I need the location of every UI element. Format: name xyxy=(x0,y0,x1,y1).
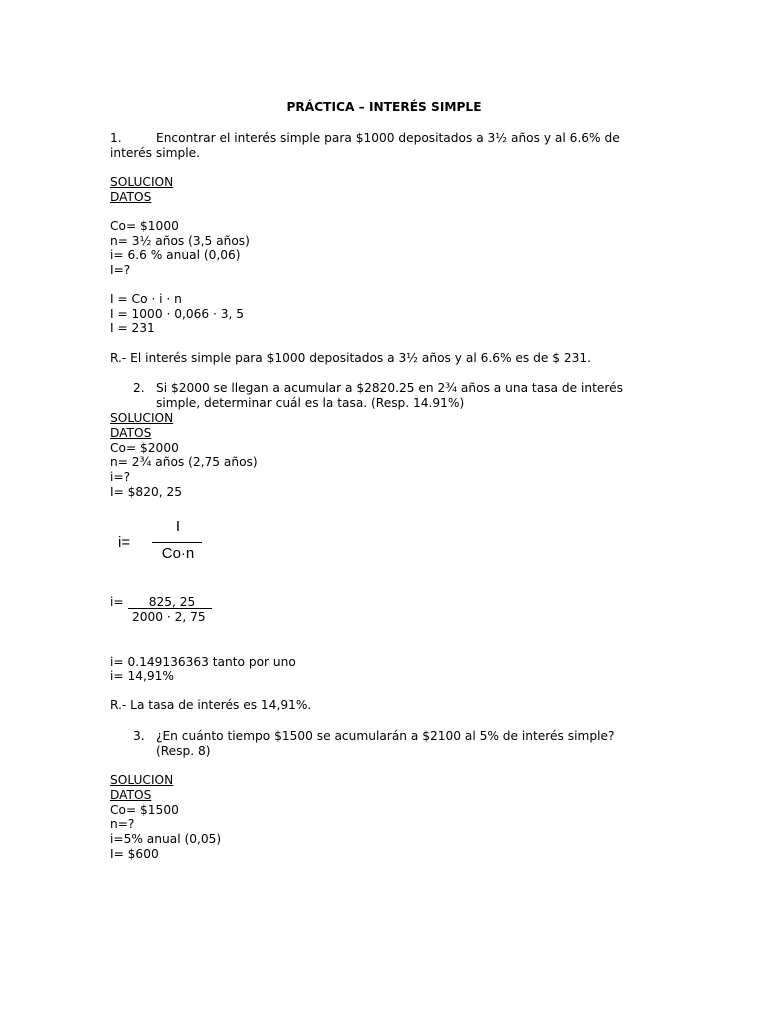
data-line: Co= $1500 xyxy=(110,803,179,817)
formula-numerator: I xyxy=(175,518,181,535)
data-line: I= $600 xyxy=(110,847,159,861)
data-line: n= 2¾ años (2,75 años) xyxy=(110,455,258,469)
data-line: i=? xyxy=(110,470,131,484)
calc-step: I = 231 xyxy=(110,321,155,335)
solution-heading: SOLUCION xyxy=(110,411,174,425)
data-line: n=? xyxy=(110,817,135,831)
data-line: i=5% anual (0,05) xyxy=(110,832,222,846)
data-heading: DATOS xyxy=(110,426,152,440)
fraction-bar xyxy=(128,608,212,609)
problem-2-number: 2. xyxy=(133,381,145,395)
formula-denominator: Co·n xyxy=(161,545,195,562)
solution-heading: SOLUCION xyxy=(110,773,174,787)
data-line: i= 6.6 % anual (0,06) xyxy=(110,248,241,262)
problem-2-statement-line1: Si $2000 se llegan a acumular a $2820.25 en 2¾ años a una tasa de interés xyxy=(156,381,623,395)
fraction-bar xyxy=(152,542,202,543)
data-line: Co= $2000 xyxy=(110,441,179,455)
data-heading: DATOS xyxy=(110,788,152,802)
calc-step: I = 1000 · 0,066 · 3, 5 xyxy=(110,307,244,321)
data-line: I= $820, 25 xyxy=(110,485,182,499)
result-line: i= 0.149136363 tanto por uno xyxy=(110,655,296,669)
problem-3-statement-line1: ¿En cuánto tiempo $1500 se acumularán a $2100 al 5% de interés simple? xyxy=(156,729,615,743)
page-title: PRÁCTICA – INTERÉS SIMPLE xyxy=(286,100,482,114)
problem-1-statement-line2: interés simple. xyxy=(110,146,200,160)
result-line: i= 14,91% xyxy=(110,669,174,683)
problem-1-number: 1. xyxy=(110,131,122,145)
problem-2-statement-line2: simple, determinar cuál es la tasa. (Resp. 14.91%) xyxy=(156,396,465,410)
calc-numerator: 825, 25 xyxy=(148,595,196,609)
problem-1-answer: R.- El interés simple para $1000 depositados a 3½ años y al 6.6% es de $ 231. xyxy=(110,351,592,365)
problem-3-number: 3. xyxy=(133,729,145,743)
problem-2-answer: R.- La tasa de interés es 14,91%. xyxy=(110,698,312,712)
formula-lhs: i= xyxy=(118,534,131,551)
data-line: n= 3½ años (3,5 años) xyxy=(110,234,250,248)
solution-heading: SOLUCION xyxy=(110,175,174,189)
data-heading: DATOS xyxy=(110,190,152,204)
calc-denominator: 2000 · 2, 75 xyxy=(132,610,206,624)
calc-step: I = Co · i · n xyxy=(110,292,182,306)
data-line: I=? xyxy=(110,263,131,277)
calc-lhs: i= xyxy=(110,595,124,609)
problem-3-statement-line2: (Resp. 8) xyxy=(156,744,211,758)
data-line: Co= $1000 xyxy=(110,219,179,233)
problem-1-statement-line1: Encontrar el interés simple para $1000 depositados a 3½ años y al 6.6% de xyxy=(156,131,620,145)
